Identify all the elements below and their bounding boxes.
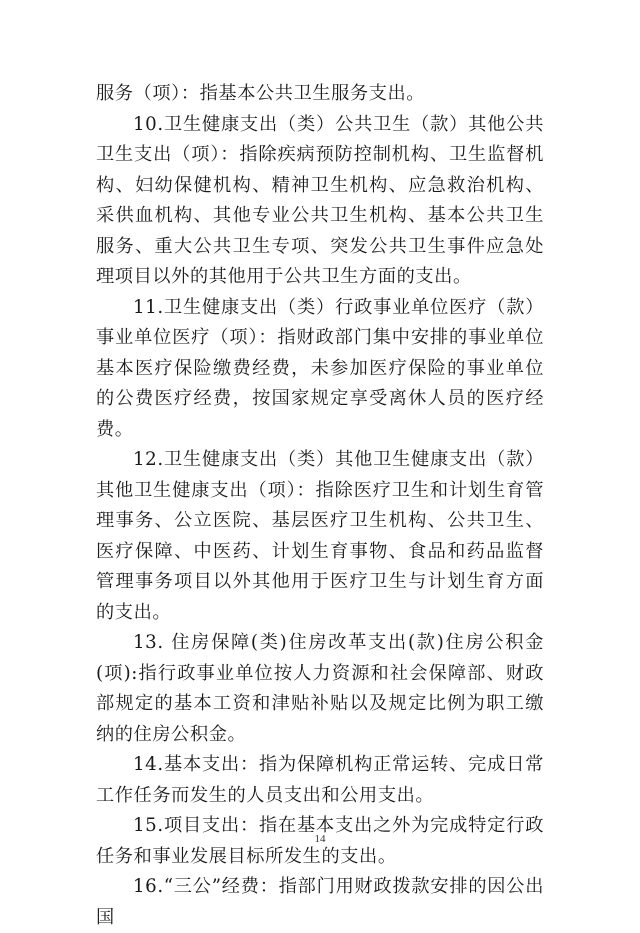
paragraph-item-12: 12.卫生健康支出（类）其他卫生健康支出（款）其他卫生健康支出（项）：指除医疗卫生和计划生育管理事务、公立医院、基层医疗卫生机构、公共卫生、医疗保障、中医药、计划生育事物、食品和药品监督管理事务项目以外其他用于医疗卫生与计划生育方面的支出。 (96, 449, 544, 623)
paragraph-item-16: 16.“三公”经费：指部门用财政拨款安排的因公出国 (96, 876, 544, 928)
paragraph-item-15: 15.项目支出：指在基本支出之外为完成特定行政任务和事业发展目标所发生的支出。 (96, 815, 544, 867)
paragraph-item-13: 13. 住房保障(类)住房改革支出(款)住房公积金(项):指行政事业单位按人力资源和社会保障部、财政部规定的基本工资和津贴补贴以及规定比例为职工缴纳的住房公积金。 (96, 632, 544, 745)
paragraph-item-10: 10.卫生健康支出（类）公共卫生（款）其他公共卫生支出（项）：指除疾病预防控制机构、卫生监督机构、妇幼保健机构、精神卫生机构、应急救治机构、采供血机构、其他专业公共卫生机构、基本公共卫生服务、重大公共卫生专项、突发公共卫生事件应急处理项目以外的其他用于公共卫生方面的支出。 (96, 113, 544, 287)
page-number: 14 (314, 833, 326, 845)
document-body (96, 79, 544, 933)
paragraph-item-11: 11.卫生健康支出（类）行政事业单位医疗（款）事业单位医疗（项）：指财政部门集中安排的事业单位基本医疗保险缴费经费，未参加医疗保险的事业单位的公费医疗经费，按国家规定享受离休人员的医疗经费。 (96, 296, 544, 440)
paragraph-item-14: 14.基本支出：指为保障机构正常运转、完成日常工作任务而发生的人员支出和公用支出。 (96, 754, 544, 806)
paragraph-item-9-continuation: 服务（项）：指基本公共卫生服务支出。 (96, 83, 426, 104)
